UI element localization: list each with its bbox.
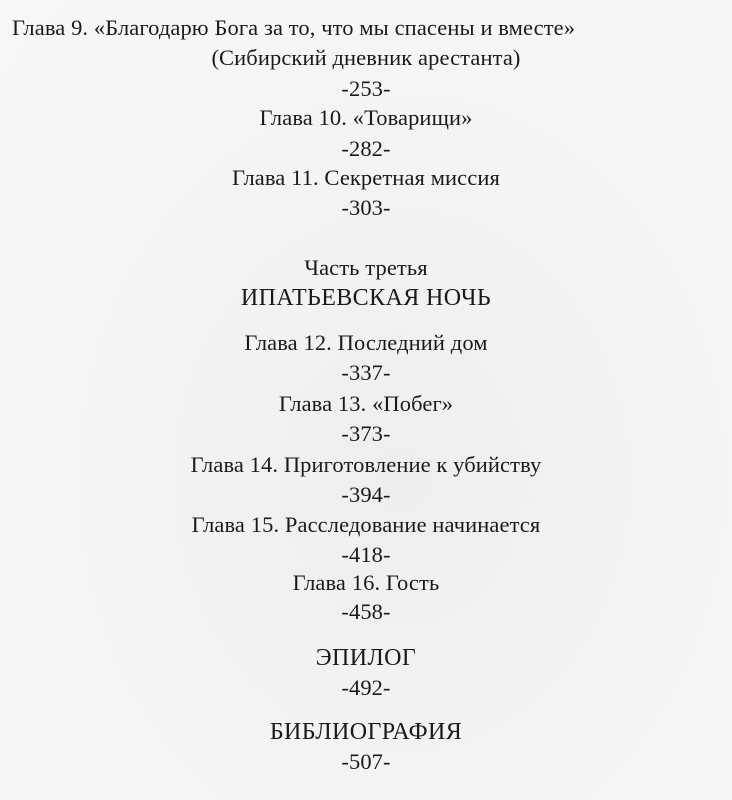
- chapter-13-page-number: -373-: [341, 421, 391, 446]
- chapter-12-page-number: -337-: [341, 360, 391, 385]
- bibliography-title: БИБЛИОГРАФИЯ: [269, 719, 463, 745]
- chapter-16-page-number: -458-: [341, 599, 391, 624]
- epilogue-title: ЭПИЛОГ: [315, 645, 417, 671]
- chapter-14-title: Глава 14. Приготовление к убийству: [190, 452, 542, 477]
- part-3-title: ИПАТЬЕВСКАЯ НОЧЬ: [240, 285, 492, 311]
- chapter-14-page-number: -394-: [341, 482, 391, 507]
- chapter-11-page-number: -303-: [341, 195, 391, 220]
- chapter-15-title: Глава 15. Расследование начинается: [191, 512, 541, 537]
- chapter-16-title: Глава 16. Гость: [292, 570, 440, 595]
- chapter-9-subtitle: (Сибирский дневник арестанта): [211, 45, 521, 70]
- chapter-11-title: Глава 11. Секретная миссия: [232, 165, 500, 190]
- chapter-9-page-number: -253-: [341, 76, 391, 101]
- chapter-9-title: Глава 9. «Благодарю Бога за то, что мы спасены и вместе»: [12, 15, 576, 40]
- chapter-15-page-number: -418-: [341, 542, 391, 567]
- chapter-10-page-number: -282-: [341, 136, 391, 161]
- bibliography-page-number: -507-: [341, 749, 391, 774]
- chapter-13-title: Глава 13. «Побег»: [278, 391, 454, 416]
- part-3-label: Часть третья: [304, 255, 428, 280]
- chapter-12-title: Глава 12. Последний дом: [244, 330, 488, 355]
- epilogue-page-number: -492-: [341, 675, 391, 700]
- chapter-10-title: Глава 10. «Товарищи»: [259, 105, 473, 130]
